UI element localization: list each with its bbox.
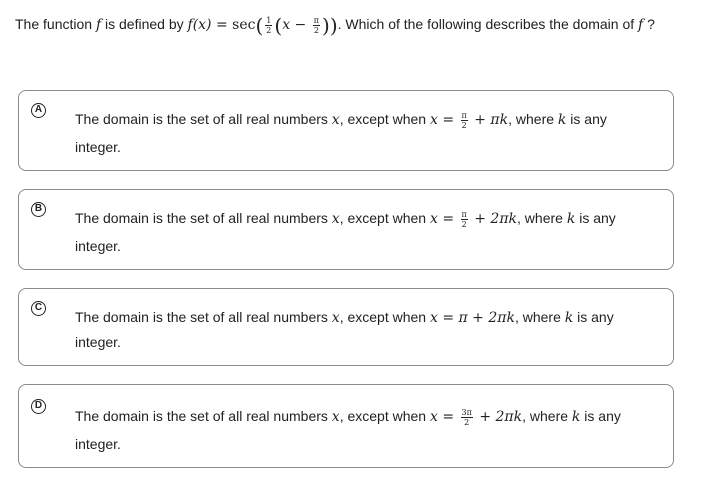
answer-option-d[interactable] xyxy=(18,384,674,468)
sec-operator: sec xyxy=(232,17,256,33)
fraction-pi-over-two: $\frac{\pi}{2}$ xyxy=(313,15,320,35)
open-paren-outer: ( xyxy=(255,13,264,38)
function-symbol-end: f xyxy=(638,17,644,33)
option-letter-badge: A xyxy=(31,103,46,118)
open-paren-inner: ( xyxy=(274,13,283,38)
option-text xyxy=(75,108,653,157)
option-fraction: $\frac{\pi}{2}$ xyxy=(461,110,467,130)
x-variable: x xyxy=(282,17,291,33)
option-line-2: integer. xyxy=(75,334,121,350)
question-prefix: The function xyxy=(15,16,96,32)
question-end: ? xyxy=(643,16,655,32)
option-text xyxy=(75,207,653,256)
option-line-1: The domain is the set of all real numbers x, except when x = $\frac{3\pi}{2}$ + 2πk, where k is any xyxy=(75,407,621,427)
question-stem xyxy=(15,13,695,38)
option-letter-badge: C xyxy=(31,301,46,316)
option-line-2: integer. xyxy=(75,436,121,452)
question-suffix: . Which of the following describes the domain of xyxy=(337,16,639,32)
close-parens: )) xyxy=(322,13,338,38)
fraction-one-half: $\frac{1}{2}$ xyxy=(266,15,272,35)
function-symbol: f xyxy=(95,17,102,33)
minus-sign: − xyxy=(290,17,311,33)
option-fraction: $\frac{\pi}{2}$ xyxy=(461,209,467,229)
option-line-2: integer. xyxy=(75,238,121,254)
option-letter-badge: D xyxy=(31,399,46,414)
option-text xyxy=(75,405,653,454)
answer-option-b[interactable] xyxy=(18,189,674,270)
question-mid: is defined by xyxy=(101,16,188,32)
option-text xyxy=(75,306,653,352)
option-line-1: The domain is the set of all real numbers x, except when x = $\frac{\pi}{2}$ + 2πk, where k is any xyxy=(75,209,616,229)
option-line-1: The domain is the set of all real numbers x, except when x = π + 2πk, where k is any xyxy=(75,309,614,326)
option-line-1: The domain is the set of all real numbers x, except when x = $\frac{\pi}{2}$ + πk, where k is any xyxy=(75,110,607,130)
option-line-2: integer. xyxy=(75,139,121,155)
function-lhs: f(x) xyxy=(187,17,212,33)
equals-sign: = xyxy=(211,17,233,33)
option-fraction: $\frac{3\pi}{2}$ xyxy=(461,407,472,427)
answer-option-c[interactable] xyxy=(18,288,674,366)
option-letter-badge: B xyxy=(31,202,46,217)
answer-option-a[interactable] xyxy=(18,90,674,171)
